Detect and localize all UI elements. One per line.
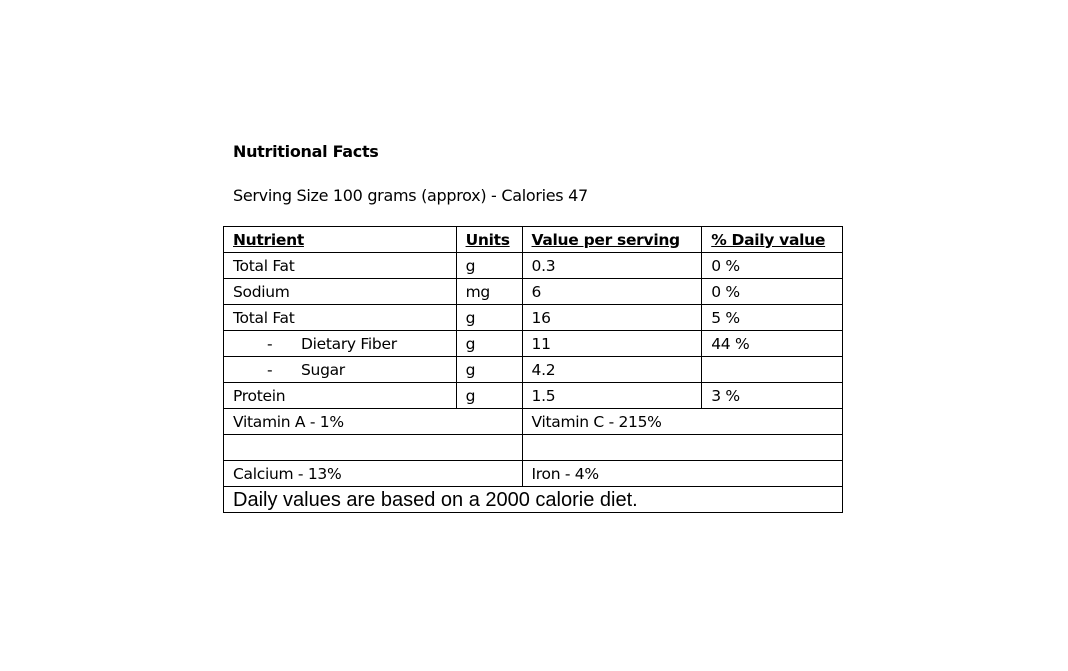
value-cell: 6	[522, 279, 702, 305]
units-cell: g	[456, 357, 522, 383]
header-value: Value per serving	[522, 227, 702, 253]
daily-value-cell: 5 %	[702, 305, 843, 331]
value-cell: 0.3	[522, 253, 702, 279]
nutrient-cell: Total Fat	[224, 305, 457, 331]
table-row	[224, 279, 843, 305]
units-cell: g	[456, 305, 522, 331]
nutrient-cell: Sodium	[224, 279, 457, 305]
daily-value-cell: 0 %	[702, 279, 843, 305]
serving-size-text: Serving Size 100 grams (approx) - Calories 47	[233, 186, 588, 205]
table-row	[224, 383, 843, 409]
daily-value-cell	[702, 357, 843, 383]
table-row	[224, 253, 843, 279]
vitamin-row	[224, 409, 843, 435]
value-cell: 11	[522, 331, 702, 357]
table-row	[224, 331, 843, 357]
mineral-row	[224, 461, 843, 487]
document-title: Nutritional Facts	[233, 142, 379, 161]
empty-row	[224, 435, 843, 461]
calcium-cell: Calcium - 13%	[224, 461, 523, 487]
units-cell: g	[456, 383, 522, 409]
units-cell: g	[456, 253, 522, 279]
value-cell: 1.5	[522, 383, 702, 409]
nutrient-cell	[224, 357, 457, 383]
footer-row	[224, 487, 843, 513]
nutrient-cell: Protein	[224, 383, 457, 409]
empty-cell	[522, 435, 842, 461]
footer-note: Daily values are based on a 2000 calorie diet.	[224, 487, 843, 513]
sub-item-dash: -	[267, 335, 273, 353]
value-cell: 16	[522, 305, 702, 331]
empty-cell	[224, 435, 523, 461]
daily-value-cell: 0 %	[702, 253, 843, 279]
value-cell: 4.2	[522, 357, 702, 383]
iron-cell: Iron - 4%	[522, 461, 842, 487]
header-daily-value: % Daily value	[702, 227, 843, 253]
nutrient-cell: Total Fat	[224, 253, 457, 279]
sub-item-dash: -	[267, 361, 273, 379]
nutrition-table	[223, 226, 843, 513]
header-units: Units	[456, 227, 522, 253]
units-cell: mg	[456, 279, 522, 305]
daily-value-cell: 3 %	[702, 383, 843, 409]
table-row	[224, 357, 843, 383]
vitamin-c-cell: Vitamin C - 215%	[522, 409, 842, 435]
header-nutrient: Nutrient	[224, 227, 457, 253]
vitamin-a-cell: Vitamin A - 1%	[224, 409, 523, 435]
table-row	[224, 305, 843, 331]
units-cell: g	[456, 331, 522, 357]
nutrient-cell	[224, 331, 457, 357]
nutrient-label: Dietary Fiber	[301, 335, 397, 353]
nutrient-label: Sugar	[301, 361, 345, 379]
daily-value-cell: 44 %	[702, 331, 843, 357]
table-header-row	[224, 227, 843, 253]
